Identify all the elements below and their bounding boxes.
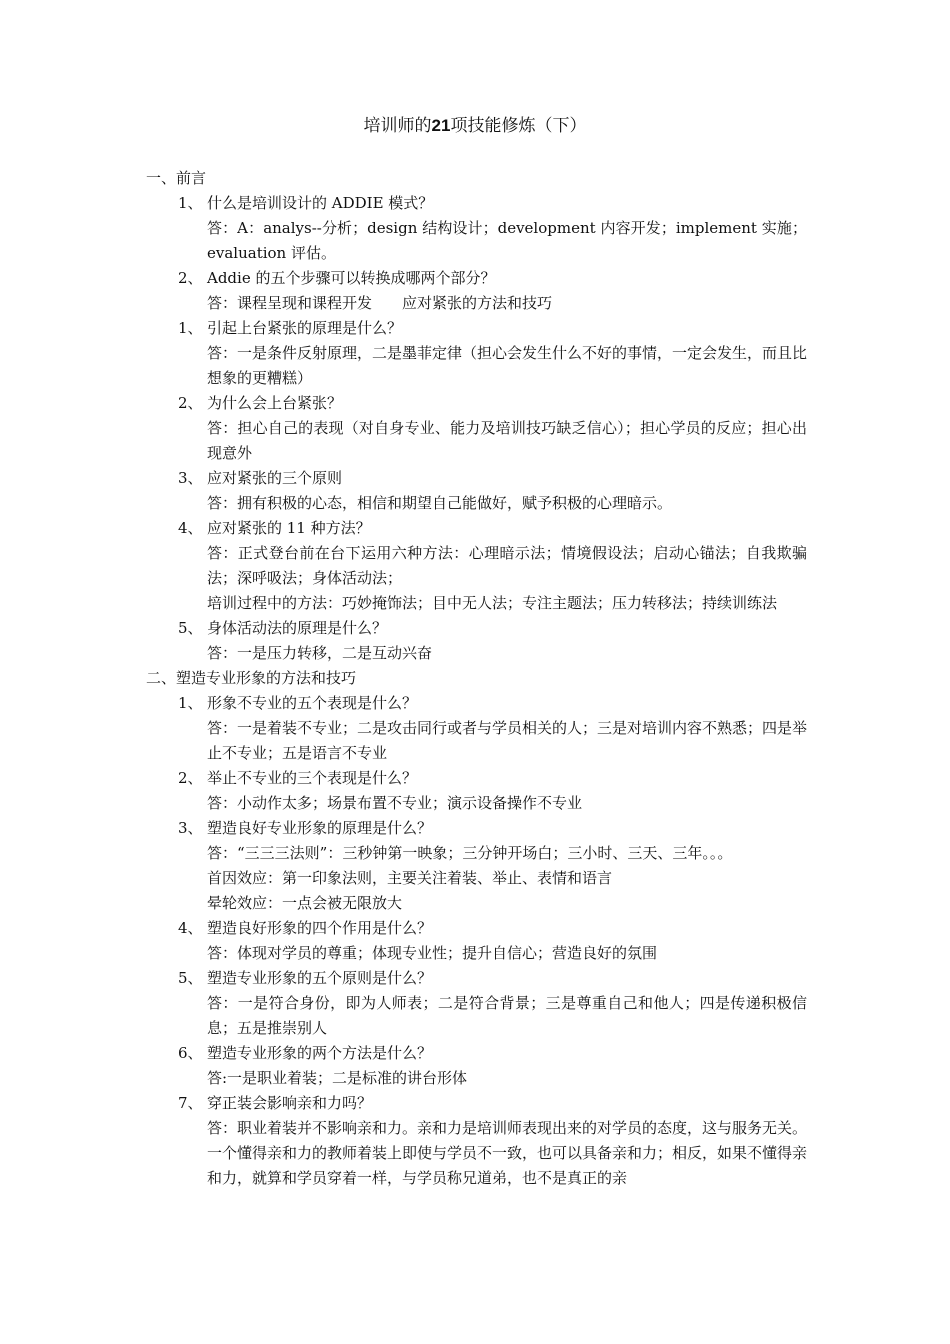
answer-text: 答：正式登台前在台下运用六种方法：心理暗示法；情境假设法；启动心锚法；自我欺骗法；深呼吸法；身体活动法； bbox=[207, 544, 807, 587]
question-number: 3、 bbox=[178, 819, 203, 837]
question-text: 塑造良好专业形象的原理是什么？ bbox=[207, 819, 433, 837]
question-number: 2、 bbox=[178, 269, 203, 287]
question-text: 引起上台紧张的原理是什么？ bbox=[207, 319, 403, 337]
answer-text: 答：体现对学员的尊重；体现专业性；提升自信心；营造良好的氛围 bbox=[207, 944, 658, 962]
answer-text: 培训过程中的方法：巧妙掩饰法；目中无人法；专注主题法；压力转移法；持续训练法 bbox=[207, 594, 778, 612]
question-text: 举止不专业的三个表现是什么？ bbox=[207, 769, 418, 787]
question-number: 7、 bbox=[178, 1094, 203, 1112]
answer-text: 答：“三三三法则”：三秒钟第一映象；三分钟开场白；三小时、三天、三年。。。 bbox=[207, 844, 733, 862]
question-item bbox=[0, 766, 950, 791]
question-number: 1、 bbox=[178, 194, 203, 212]
answer-text: 答：担心自己的表现（对自身专业、能力及培训技巧缺乏信心）；担心学员的反应；担心出现意外 bbox=[207, 419, 807, 462]
document-title bbox=[0, 113, 950, 139]
question-text: 为什么会上台紧张？ bbox=[207, 394, 343, 412]
question-number: 4、 bbox=[178, 919, 203, 937]
question-text: 塑造良好形象的四个作用是什么？ bbox=[207, 919, 433, 937]
question-item bbox=[0, 316, 950, 341]
question-item bbox=[0, 966, 950, 991]
answer-text: 答：一是压力转移，二是互动兴奋 bbox=[207, 644, 433, 662]
question-number: 6、 bbox=[178, 1044, 203, 1062]
question-item bbox=[0, 466, 950, 491]
question-text: 应对紧张的三个原则 bbox=[207, 469, 343, 487]
question-text: 塑造专业形象的五个原则是什么？ bbox=[207, 969, 433, 987]
question-number: 3、 bbox=[178, 469, 203, 487]
question-number: 5、 bbox=[178, 619, 203, 637]
answer-text: 答：一是条件反射原理，二是墨菲定律（担心会发生什么不好的事情，一定会发生，而且比想象的更糟糕） bbox=[207, 344, 808, 387]
question-item bbox=[0, 266, 950, 291]
section-heading: 一、前言 bbox=[146, 169, 207, 187]
question-number: 1、 bbox=[178, 694, 203, 712]
question-text: 身体活动法的原理是什么？ bbox=[207, 619, 388, 637]
question-number: 5、 bbox=[178, 969, 203, 987]
answer-text: 答：拥有积极的心态，相信和期望自己能做好，赋予积极的心理暗示。 bbox=[207, 494, 673, 512]
answer-text: 答：课程呈现和课程开发 应对紧张的方法和技巧 bbox=[207, 294, 553, 312]
question-number: 1、 bbox=[178, 319, 203, 337]
question-text: 穿正装会影响亲和力吗？ bbox=[207, 1094, 373, 1112]
title-number: 21 bbox=[431, 116, 451, 135]
answer-text: 答：一是符合身份，即为人师表；二是符合背景；三是尊重自己和他人；四是传递积极信息；五是推崇别人 bbox=[207, 994, 807, 1037]
question-number: 4、 bbox=[178, 519, 203, 537]
answer-text: 答:一是职业着装；二是标准的讲台形体 bbox=[207, 1069, 468, 1087]
question-item bbox=[0, 1091, 950, 1116]
question-item bbox=[0, 816, 950, 841]
question-text: 形象不专业的五个表现是什么？ bbox=[207, 694, 418, 712]
question-item bbox=[0, 391, 950, 416]
title-suffix: 项技能修炼（下） bbox=[450, 116, 587, 136]
answer-text: 首因效应：第一印象法则，主要关注着装、举止、表情和语言 bbox=[207, 869, 613, 887]
question-number: 2、 bbox=[178, 769, 203, 787]
title-prefix: 培训师的 bbox=[363, 116, 432, 136]
question-item bbox=[0, 691, 950, 716]
question-text: 塑造专业形象的两个方法是什么？ bbox=[207, 1044, 433, 1062]
section-heading: 二、塑造专业形象的方法和技巧 bbox=[146, 669, 357, 687]
question-text: 应对紧张的 11 种方法？ bbox=[207, 519, 371, 537]
answer-text: 答：A：analys--分析；design 结构设计；development 内容开发；implement 实施；evaluation 评估。 bbox=[207, 219, 807, 262]
answer-text: 答：一是着装不专业；二是攻击同行或者与学员相关的人；三是对培训内容不熟悉；四是举止不专业；五是语言不专业 bbox=[207, 719, 808, 762]
answer-text: 答：职业着装并不影响亲和力。亲和力是培训师表现出来的对学员的态度，这与服务无关。一个懂得亲和力的教师着装上即使与学员不一致，也可以具备亲和力；相反，如果不懂得亲和力，就算和学员穿着一样，与学员称兄道弟，也不是真正的亲 bbox=[207, 1119, 808, 1187]
question-item bbox=[0, 191, 950, 216]
question-text: Addie 的五个步骤可以转换成哪两个部分？ bbox=[207, 269, 496, 287]
question-number: 2、 bbox=[178, 394, 203, 412]
answer-text: 晕轮效应：一点会被无限放大 bbox=[207, 894, 403, 912]
question-item bbox=[0, 516, 950, 541]
answer-text: 答：小动作太多；场景布置不专业；演示设备操作不专业 bbox=[207, 794, 583, 812]
question-item bbox=[0, 616, 950, 641]
document-body bbox=[0, 166, 950, 1191]
question-item bbox=[0, 916, 950, 941]
question-text: 什么是培训设计的 ADDIE 模式？ bbox=[207, 194, 434, 212]
question-item bbox=[0, 1041, 950, 1066]
